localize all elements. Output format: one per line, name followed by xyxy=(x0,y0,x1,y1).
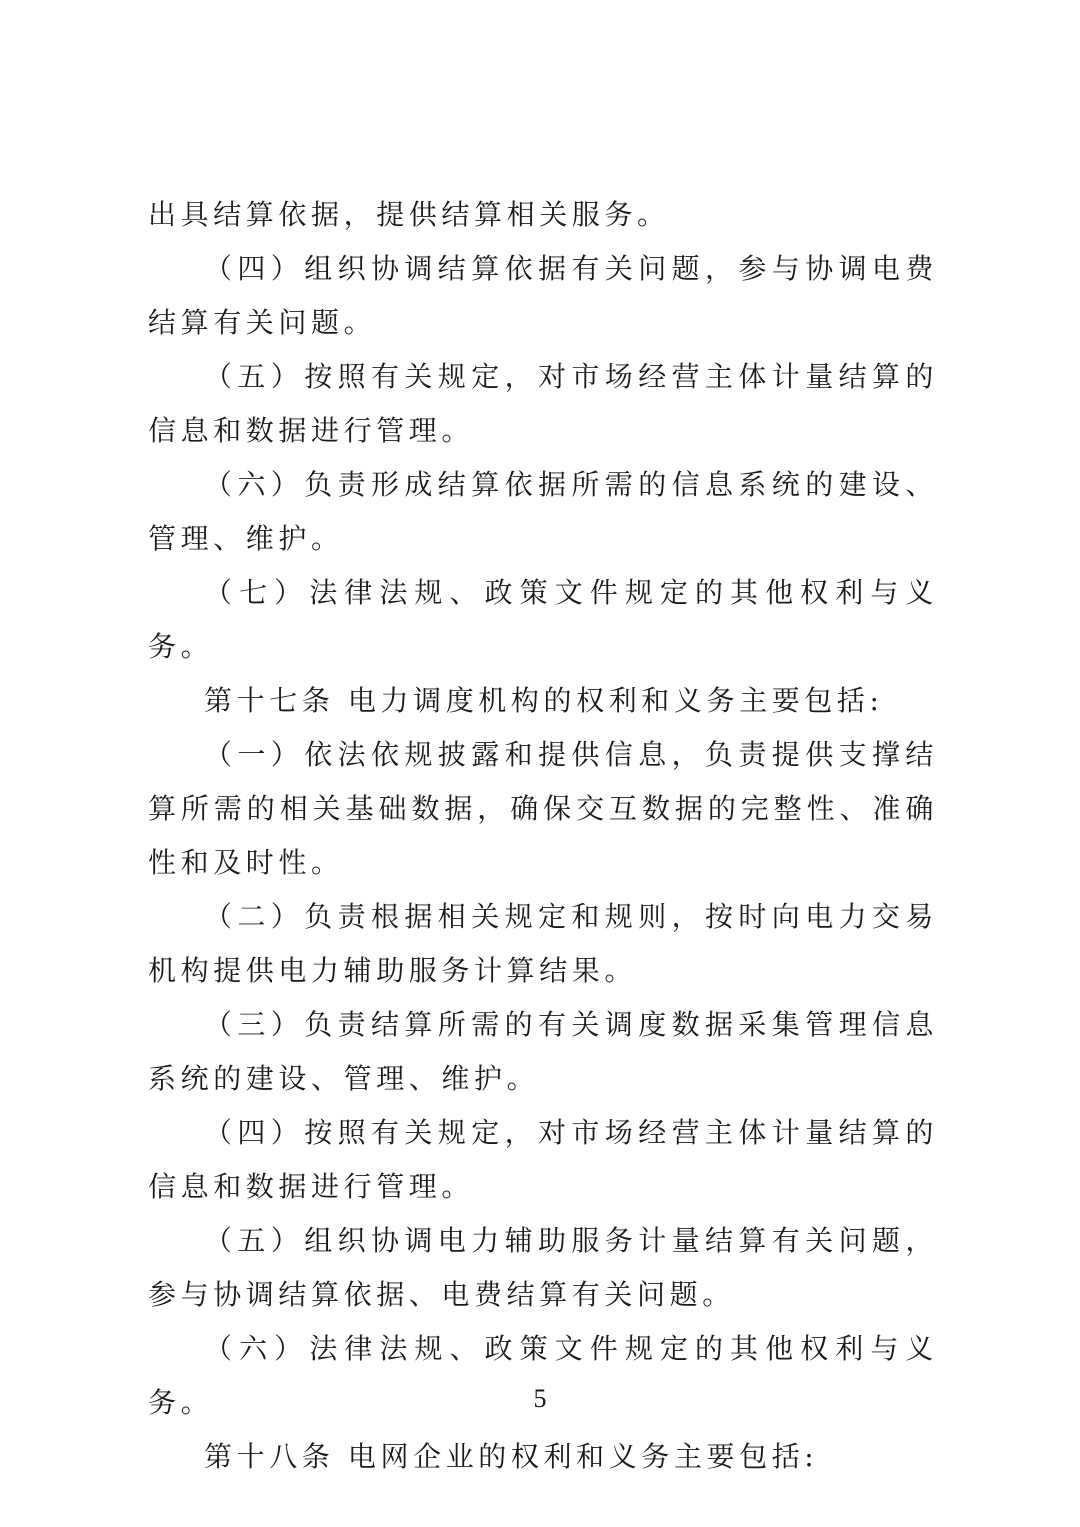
article-heading: 第十八条 电网企业的权利和义务主要包括: xyxy=(204,1440,819,1473)
body-text xyxy=(148,188,938,1484)
paragraph: （四）组织协调结算依据有关问题，参与协调电费结算有关问题。 xyxy=(148,252,938,339)
paragraph: （五）按照有关规定，对市场经营主体计量结算的信息和数据进行管理。 xyxy=(148,360,938,447)
paragraph: 出具结算依据，提供结算相关服务。 xyxy=(148,198,670,231)
paragraph: （二）负责根据相关规定和规则，按时向电力交易机构提供电力辅助服务计算结果。 xyxy=(148,900,938,987)
page-number: 5 xyxy=(533,1384,547,1413)
paragraph: （六）法律法规、政策文件规定的其他权利与义务。 xyxy=(148,1332,938,1419)
paragraph: （三）负责结算所需的有关调度数据采集管理信息系统的建设、管理、维护。 xyxy=(148,1008,938,1095)
article-heading: 第十七条 电力调度机构的权利和义务主要包括: xyxy=(204,684,884,717)
paragraph: （五）组织协调电力辅助服务计量结算有关问题，参与协调结算依据、电费结算有关问题。 xyxy=(148,1224,938,1311)
paragraph: （七）法律法规、政策文件规定的其他权利与义务。 xyxy=(148,576,938,663)
paragraph: （六）负责形成结算依据所需的信息系统的建设、管理、维护。 xyxy=(148,468,938,555)
paragraph: （一）依法依规披露和提供信息，负责提供支撑结算所需的相关基础数据，确保交互数据的完整性、准确性和及时性。 xyxy=(148,738,938,879)
paragraph: （四）按照有关规定，对市场经营主体计量结算的信息和数据进行管理。 xyxy=(148,1116,938,1203)
